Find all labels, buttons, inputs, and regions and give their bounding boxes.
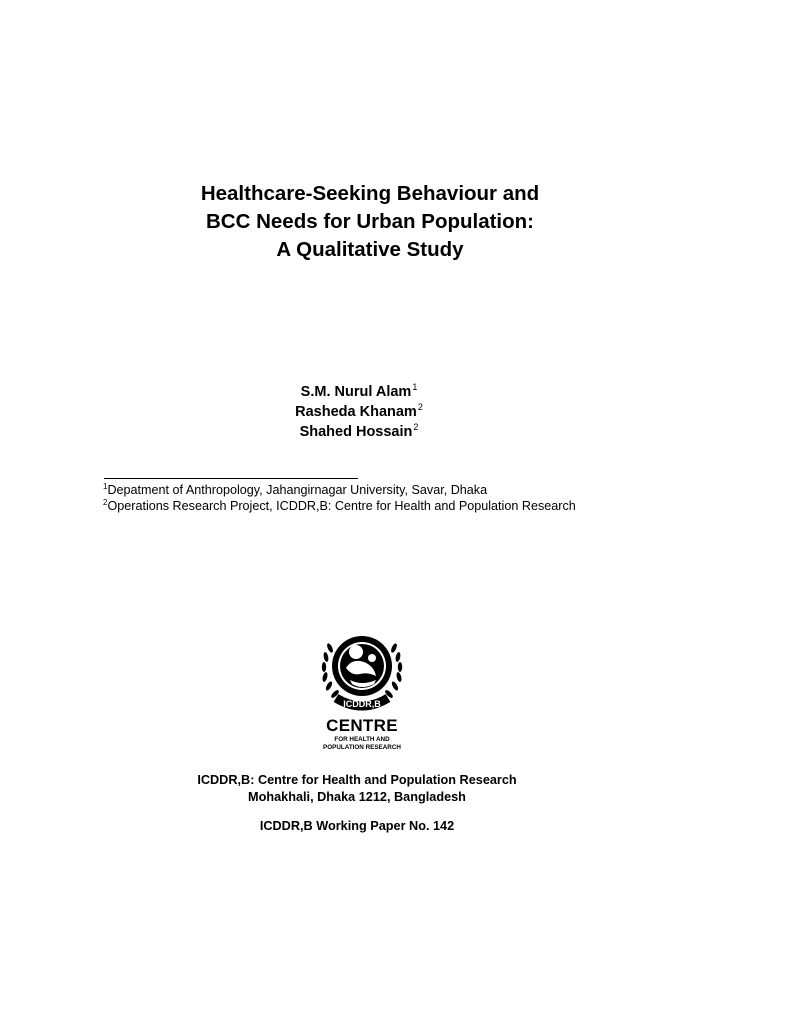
footnote-1 xyxy=(103,482,763,498)
author-1 xyxy=(0,382,718,402)
logo-emblem-text: ICDDR,B xyxy=(343,699,381,709)
title-line-2: BCC Needs for Urban Population: xyxy=(205,210,534,233)
publisher-address xyxy=(0,772,714,806)
author-name: S.M. Nurul Alam xyxy=(300,384,412,400)
footnote-text: Operations Research Project, ICDDR,B: Centre for Health and Population Research xyxy=(107,499,576,513)
footnote-list xyxy=(103,482,763,514)
document-title xyxy=(0,180,740,264)
footnote-text: Depatment of Anthropology, Jahangirnagar University, Savar, Dhaka xyxy=(107,483,488,497)
icddrb-logo xyxy=(316,628,408,760)
footnote-divider xyxy=(104,478,358,479)
address-line-1: ICDDR,B: Centre for Health and Population Research xyxy=(197,773,517,787)
logo-subtitle-line-2: POPULATION RESEARCH xyxy=(323,744,401,751)
author-affiliation-mark: 2 xyxy=(417,402,423,412)
author-2 xyxy=(0,402,718,422)
logo-word: CENTRE xyxy=(326,716,398,735)
title-line-3: A Qualitative Study xyxy=(276,238,464,261)
footnote-mark: 1 xyxy=(103,482,108,491)
logo-subtitle xyxy=(316,736,408,752)
author-3 xyxy=(0,422,718,442)
author-affiliation-mark: 2 xyxy=(413,422,419,432)
logo-subtitle-line-1: FOR HEALTH AND xyxy=(334,736,390,743)
address-line-2: Mohakhali, Dhaka 1212, Bangladesh xyxy=(248,790,466,804)
icddrb-emblem-icon xyxy=(316,628,408,716)
author-name: Shahed Hossain xyxy=(299,424,413,440)
working-paper-number: ICDDR,B Working Paper No. 142 xyxy=(259,819,455,833)
footnote-mark: 2 xyxy=(103,498,108,507)
author-affiliation-mark: 1 xyxy=(412,382,418,392)
footnote-2 xyxy=(103,498,763,514)
title-line-1: Healthcare-Seeking Behaviour and xyxy=(200,182,540,205)
author-name: Rasheda Khanam xyxy=(295,404,417,420)
author-list xyxy=(0,382,718,442)
